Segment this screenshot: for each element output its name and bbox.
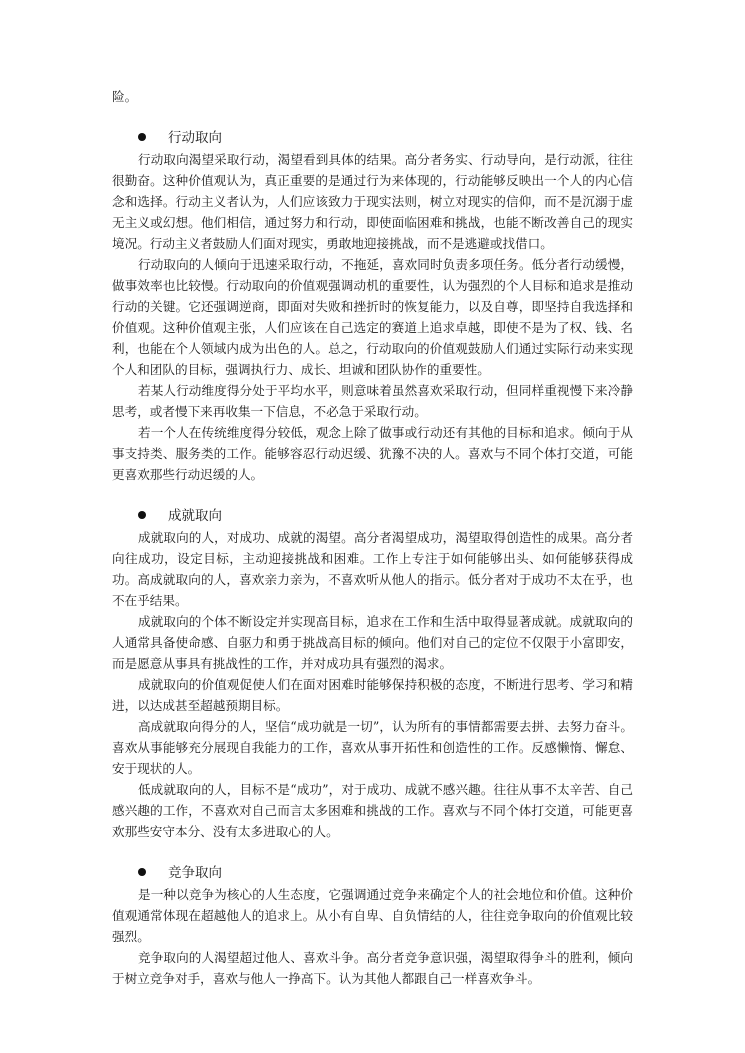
bullet-icon — [138, 133, 146, 141]
paragraph: 高成就取向得分的人，坚信“成功就是一切”，认为所有的事情都需要去拼、去努力奋斗。喜欢从事能够充分展现自我能力的工作，喜欢从事开拓性和创造性的工作。反感懒惰、懈怠、安于现状的人。 — [112, 719, 633, 776]
paragraph: 若某人行动维度得分处于平均水平，则意味着虽然喜欢采取行动，但同样重视慢下来冷静思考，或者慢下来再收集一下信息，不必急于采取行动。 — [112, 383, 633, 419]
paragraph: 行动取向渴望采取行动，渴望看到具体的结果。高分者务实、行动导向，是行动派，往往很勤奋。这种价值观认为，真正重要的是通过行为来体现的，行动能够反映出一个人的内心信念和选择。行动主义者认为，人们应该致力于现实法则，树立对现实的信仰，而不是沉溺于虚无主义或幻想。他们相信，通过努力和行动，即使面临困难和挑战，也能不断改善自己的现实境况。行动主义者鼓励人们面对现实，勇敢地迎接挑战，而不是逃避或找借口。 — [112, 152, 633, 251]
document-body — [112, 86, 633, 989]
section-heading: 竞争取向 — [112, 863, 633, 884]
section-heading: 行动取向 — [112, 128, 633, 149]
paragraph: 成就取向的人，对成功、成就的渴望。高分者渴望成功，渴望取得创造性的成果。高分者向往成功，设定目标，主动迎接挑战和困难。工作上专注于如何能够出头、如何能够获得成功。高成就取向的人，喜欢亲力亲为，不喜欢听从他人的指示。低分者对于成功不太在乎，也不在乎结果。 — [112, 530, 633, 608]
intro-fragment: 险。 — [112, 89, 138, 104]
paragraph: 成就取向的价值观促使人们在面对困难时能够保持积极的态度，不断进行思考、学习和精进，以达成甚至超越预期目标。 — [112, 677, 633, 713]
section-competition — [112, 863, 633, 989]
paragraph: 若一个人在传统维度得分较低，观念上除了做事或行动还有其他的目标和追求。倾向于从事支持类、服务类的工作。能够容忍行动迟缓、犹豫不决的人。喜欢与不同个体打交道，可能更喜欢那些行动迟缓的人。 — [112, 425, 633, 482]
section-heading: 成就取向 — [112, 506, 633, 527]
paragraph: 成就取向的个体不断设定并实现高目标，追求在工作和生活中取得显著成就。成就取向的人通常具备使命感、自驱力和勇于挑战高目标的倾向。他们对自己的定位不仅限于小富即安，而是愿意从事具有挑战性的工作，并对成功具有强烈的渴求。 — [112, 614, 633, 671]
paragraph: 竞争取向的人渴望超过他人、喜欢斗争。高分者竞争意识强，渴望取得争斗的胜利，倾向于树立竞争对手，喜欢与他人一挣高下。认为其他人都跟自己一样喜欢争斗。 — [112, 950, 633, 986]
paragraph: 行动取向的人倾向于迅速采取行动，不拖延，喜欢同时负责多项任务。低分者行动缓慢，做事效率也比较慢。行动取向的价值观强调动机的重要性，认为强烈的个人目标和追求是推动行动的关键。它还强调逆商，即面对失败和挫折时的恢复能力，以及自尊，即坚持自我选择和价值观。这种价值观主张，人们应该在自己选定的赛道上追求卓越，即使不是为了权、钱、名利，也能在个人领域内成为出色的人。总之，行动取向的价值观鼓励人们通过实际行动来实现个人和团队的目标，强调执行力、成长、坦诚和团队协作的重要性。 — [112, 257, 633, 377]
paragraph: 低成就取向的人，目标不是“成功”，对于成功、成就不感兴趣。往往从事不太辛苦、自己感兴趣的工作，不喜欢对自己而言太多困难和挑战的工作。喜欢与不同个体打交道，可能更喜欢那些安守本分、没有太多进取心的人。 — [112, 782, 633, 839]
section-achievement — [112, 506, 633, 842]
bullet-icon — [138, 868, 146, 876]
paragraph: 是一种以竞争为核心的人生态度，它强调通过竞争来确定个人的社会地位和价值。这种价值观通常体现在超越他人的追求上。从小有自卑、自负情结的人，往往竞争取向的价值观比较强烈。 — [112, 887, 633, 944]
section-action — [112, 128, 633, 485]
bullet-icon — [138, 511, 146, 519]
